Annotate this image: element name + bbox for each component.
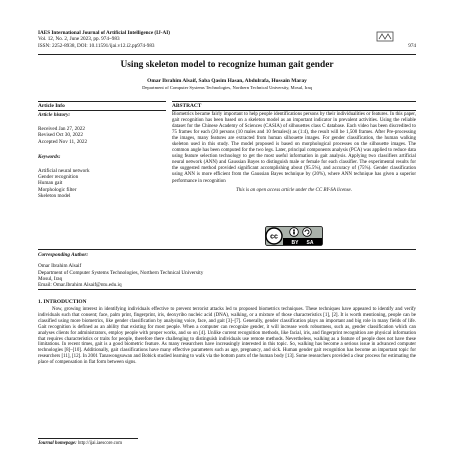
svg-text:SA: SA bbox=[306, 240, 314, 246]
svg-text:BY: BY bbox=[291, 240, 299, 246]
abstract-heading: ABSTRACT bbox=[172, 103, 202, 109]
footer-url[interactable]: http://ijai.iaescore.com bbox=[77, 441, 122, 446]
page-footer bbox=[38, 438, 416, 446]
introduction-text: Now, growing interest in identifying individuals effective to prevent terrorist attacks led to proposed biometrics techniques. These techniques have appeared to identify and verify individuals such that consent; face, palm print, fingerprint, iris, deoxyribo nucleic acid (DNA), walking, or a mixture of those characteristics [1], [2]. It is worth mentioning, people can be classified using more biometrics, like gender classification by analysing voice, face, and gait [3]–[7]. Generally, gender classification plays an important and big role in many fields of life. Gait recognition is defined as an ability that existing for most people. When a computer can recognize gender, it will increase work robustness, such as, gender classification which can analyses clients for administrators, employ people with proper works, and so on [4]. Unlike current recognition methods, like facial, iris, and fingerprint recognition are physical information that requires characteristics or traits for people, therefore there challenging to distinguish individuals use remote methods. Nevertheless, walking as a feature of people does not have these limitations. In recent times, gait is a good biometric feature. As many researchers have increasingly interested in this topic. So, walking has become a serious issue in advanced computer technologies [8]–[10]. Additionally, gait classifications have many effective parameters such as age, pregnancy, and sick. Human gender gait recognition has become an important topic for researchers [11], [12]. In 2001 Tanawongsuwan and Bobick studied learning to walk via the bottom parts of the human body [13]. Some researchers provided a clear process for estimating the place of compensation in flat form between signs. bbox=[38, 307, 416, 366]
corresponding-dept: Department of Computer Systems Technologies, Northern Technical University bbox=[38, 269, 204, 276]
abstract-body bbox=[172, 112, 416, 194]
corresponding-name: Omar Ibrahim Alsaif bbox=[38, 263, 82, 270]
paper-affiliation: Department of Computer Systems Technologies, Northern Technical University, Mosul, Iraq bbox=[142, 85, 312, 90]
keyword: Human gait bbox=[38, 180, 63, 187]
corresponding-author bbox=[38, 252, 416, 288]
article-info-top-rule bbox=[38, 101, 166, 102]
license-text[interactable]: This is an open access article under the CC BY-SA license. bbox=[236, 187, 352, 193]
article-info-heading: Article Info bbox=[38, 103, 65, 109]
keywords-label: Keywords: bbox=[38, 153, 61, 160]
page-number: 974 bbox=[408, 42, 416, 49]
article-info bbox=[38, 112, 166, 199]
footer-label: Journal homepage: bbox=[38, 441, 77, 446]
abstract-text: Biometrics became fairly important to help people identifications persons by their individualities or features. In this paper, gait recognition has been based on a skeleton model as an important indicator in prevalent activities. Using the reliable dataset for the Chinese Academy of Sciences (CASIA) of silhouettes class C database. Each video has been discredited to 75 frames for each (20 persons (10 males and 10 females)) as (1:4), the result will be 1,500 frames. After Pre-processing the images, many features are extracted from human silhouette images. For gender classification, the human walking skeleton used in this study. The model proposed is based on morphological processes on the silhouette images. The common angle has been computed for the two legs. Later, principal components analysis (PCA) was applied to reduce data using feature selection technology to get the most useful information in gait analysis. Applying two classifiers artificial neural network (ANN) and Gaussian Bayes to distinguish male or female for each classifier. The experimental results for the suggested method provided significant accomplishing about (95.5%), and accuracy of (75%). Gender classification using ANN is more efficient from the Gaussian Bayes technique by (20%), where ANN technique has given a superior performance in recognition bbox=[172, 112, 416, 184]
journal-issn: ISSN: 2252-8938, DOI: 10.11591/ijai.v12.i2.pp974-983 bbox=[38, 42, 155, 49]
keyword: Morphologic filter bbox=[38, 186, 77, 193]
introduction-heading: 1. INTRODUCTION bbox=[38, 299, 87, 305]
paper-authors: Omar Ibrahim Alsaif, Saba Qasim Hasan, Abdulrafa, Hussain Maray bbox=[147, 78, 307, 84]
corresponding-bottom-rule bbox=[38, 289, 416, 290]
history-label: Article history: bbox=[38, 112, 71, 118]
revised-date: Revised Oct 30, 2022 bbox=[38, 132, 83, 139]
cc-by-sa-icon[interactable] bbox=[265, 226, 323, 246]
abstract-top-rule bbox=[172, 101, 416, 102]
corresponding-city: Mosul, Iraq bbox=[38, 275, 63, 282]
article-info-rule bbox=[38, 110, 166, 111]
keyword: Skeleton model bbox=[38, 192, 71, 199]
header-rule bbox=[38, 54, 416, 55]
corresponding-label: Corresponding Author: bbox=[38, 252, 89, 258]
keyword: Artificial neural network bbox=[38, 168, 90, 175]
svg-text:cc: cc bbox=[270, 233, 278, 241]
corresponding-top-rule bbox=[38, 249, 416, 250]
journal-logo-icon bbox=[376, 31, 394, 42]
accepted-date: Accepted Nov 11, 2022 bbox=[38, 138, 88, 145]
journal-volume: Vol. 12, No. 2, June 2023, pp. 974~983 bbox=[38, 36, 120, 43]
journal-header bbox=[38, 30, 416, 49]
corresponding-email[interactable]: Email: Omar.Ibrahim Alsaif@ntu.edu.iq bbox=[38, 282, 122, 289]
received-date: Received Jan 27, 2022 bbox=[38, 126, 85, 133]
abstract-rule bbox=[172, 110, 416, 111]
paper-title: Using skeleton model to recognize human gait gender bbox=[120, 60, 334, 70]
keyword: Gender recognition bbox=[38, 174, 79, 181]
journal-name: IAES International Journal of Artificial Intelligence (IJ-AI) bbox=[38, 30, 170, 36]
